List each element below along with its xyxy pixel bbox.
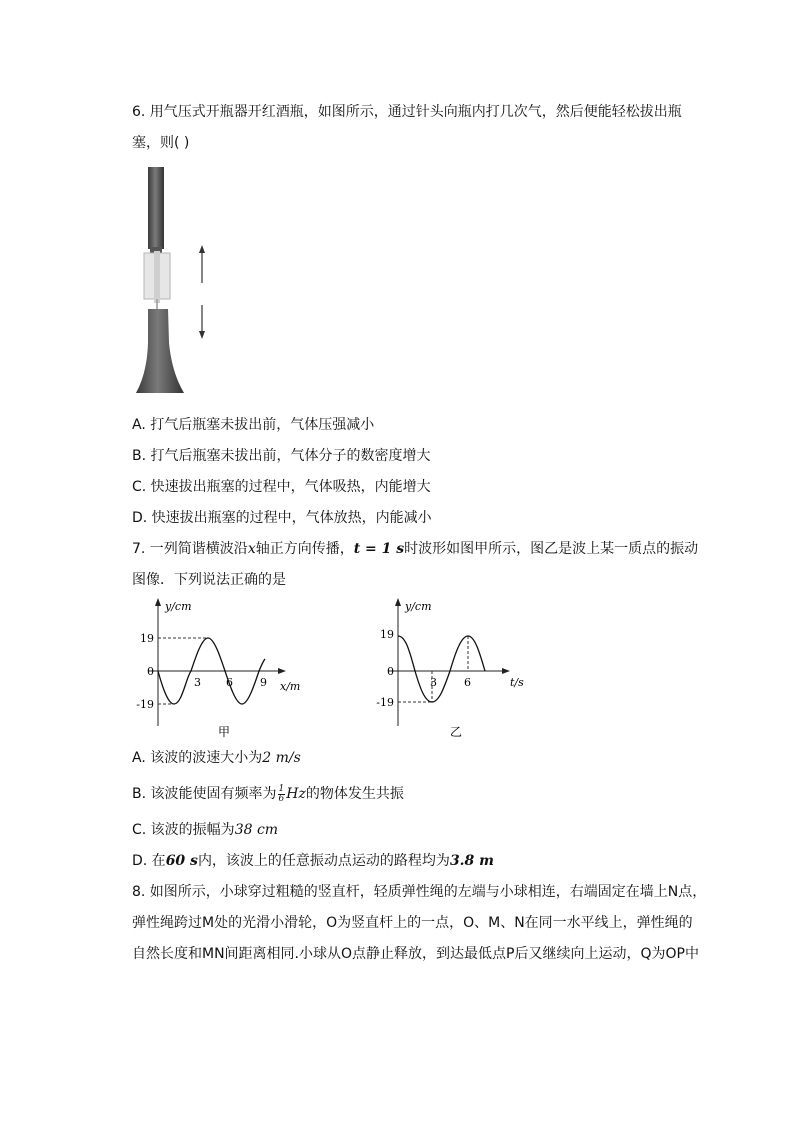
graph-jia	[128, 598, 318, 738]
q6-option-a: A. 打气后瓶塞未拔出前，气体压强减小	[132, 417, 375, 433]
graph-yi	[368, 598, 538, 738]
q7-stem-line1	[132, 539, 698, 559]
q7-stem-line2: 图像．下列说法正确的是	[132, 572, 286, 588]
graph-yi-wave	[398, 636, 485, 702]
graph-jia-xtick-3: 3	[194, 676, 201, 689]
graph-yi-ylabel: y/cm	[405, 600, 432, 613]
q7-option-b	[132, 784, 404, 804]
q8-line1: 8. 如图所示，小球穿过粗糙的竖直杆，轻质弹性绳的左端与小球相连，右端固定在墙上N点，	[132, 884, 707, 900]
q7-option-b-text-post: 的物体发生共振	[305, 786, 404, 802]
q7-option-b-denominator: 6	[278, 793, 285, 804]
q8-line3: 自然长度和MN间距离相同.小球从O点静止释放，到达最低点P后又继续向上运动，Q为OP中	[132, 946, 699, 962]
q8-line2: 弹性绳跨过M处的光滑小滑轮，O为竖直杆上的一点，O、M、N在同一水平线上，弹性绳的	[132, 915, 693, 931]
q6-option-b: B. 打气后瓶塞未拔出前，气体分子的数密度增大	[132, 448, 431, 464]
graph-jia-caption: 甲	[218, 725, 231, 738]
q7-option-c	[132, 820, 278, 840]
q7-stem-x: x	[247, 541, 256, 557]
q6-option-d: D. 快速拔出瓶塞的过程中，气体放热，内能减小	[132, 510, 432, 526]
q7-option-b-fraction	[278, 785, 286, 804]
graph-yi-xtick-6: 6	[464, 676, 471, 689]
q6-stem-line2: 塞，则( )	[132, 135, 190, 151]
graph-jia-ytick-neg19: -19	[136, 698, 154, 711]
q7-option-d-time: 60 s	[165, 853, 198, 869]
q7-option-b-text: B. 该波能使固有频率为	[132, 786, 277, 802]
q7-option-a	[132, 748, 301, 768]
bottle-opener-image	[128, 163, 228, 399]
graph-jia-ylabel: y/cm	[165, 600, 192, 613]
graph-jia-xtick-9: 9	[260, 676, 267, 689]
q7-option-c-value: 38 cm	[234, 822, 279, 838]
q7-option-a-value: 2 m/s	[262, 750, 301, 766]
q7-stem-text-a: 7. 一列简谐横波沿	[132, 541, 248, 557]
q7-stem-t: t = 1 s	[353, 541, 405, 557]
graph-yi-ytick-0: 0	[387, 665, 394, 678]
q7-option-b-unit: Hz	[286, 786, 306, 802]
q7-option-d	[132, 851, 494, 871]
q6-stem-line1: 6. 用气压式开瓶器开红酒瓶，如图所示，通过针头向瓶内打几次气，然后便能轻松拔出瓶	[132, 104, 682, 120]
graph-yi-xtick-3: 3	[430, 676, 437, 689]
q7-option-d-value: 3.8 m	[449, 853, 494, 869]
graph-yi-ytick-19: 19	[380, 628, 394, 641]
q7-option-a-text: A. 该波的波速大小为	[132, 750, 263, 766]
q7-stem-text-c: 时波形如图甲所示，图乙是波上某一质点的振动	[404, 541, 699, 557]
graph-yi-xlabel: t/s	[510, 676, 524, 689]
graph-jia-ytick-19: 19	[140, 632, 154, 645]
q6-option-c: C. 快速拔出瓶塞的过程中，气体吸热，内能增大	[132, 479, 431, 495]
graph-jia-ytick-0: 0	[147, 665, 154, 678]
q7-option-d-text: D. 在	[132, 853, 166, 869]
q7-option-d-text-mid: 内，该波上的任意振动点运动的路程均为	[197, 853, 450, 869]
graph-yi-ytick-neg19: -19	[376, 696, 394, 709]
graph-jia-xtick-6: 6	[226, 676, 233, 689]
q7-option-b-numerator: 1	[278, 783, 285, 794]
q7-stem-text-b: 轴正方向传播，	[255, 541, 354, 557]
q7-option-c-text: C. 该波的振幅为	[132, 822, 235, 838]
graph-yi-caption: 乙	[450, 725, 463, 738]
graph-jia-xlabel: x/m	[280, 680, 301, 693]
